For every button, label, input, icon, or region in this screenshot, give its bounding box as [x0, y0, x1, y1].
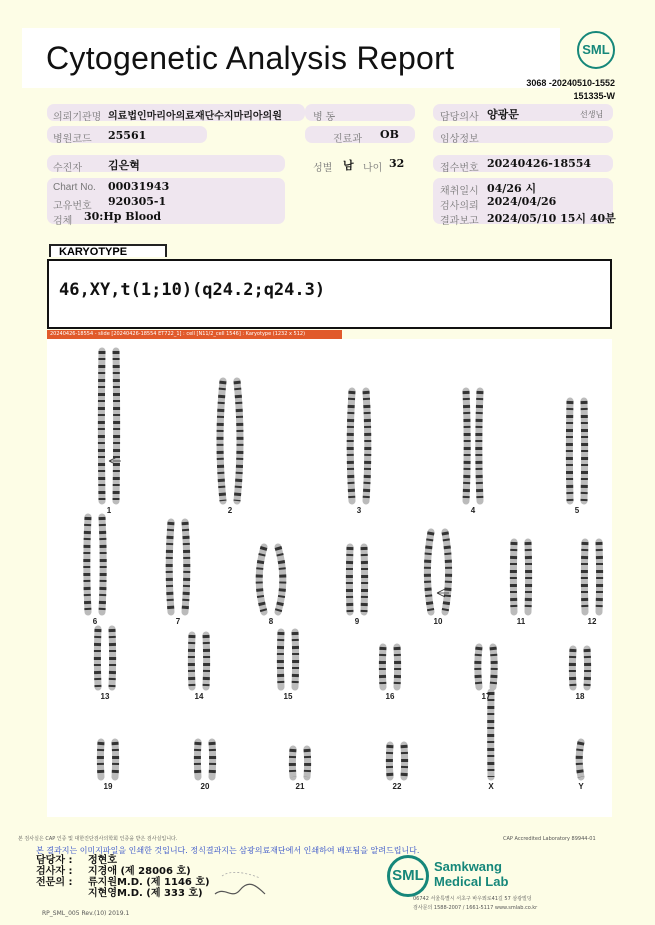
chromosome-label-13: 13	[100, 692, 110, 701]
chart-value: 00031943	[108, 180, 170, 193]
lab-logo: SML	[387, 855, 429, 897]
chromosome-label-20: 20	[200, 782, 210, 791]
chromosome-label-y: Y	[578, 782, 584, 791]
chromosome-label-11: 11	[516, 617, 526, 626]
chromosome-8	[259, 547, 283, 612]
staff-role: 담당자 :	[36, 855, 73, 866]
chromosome-label-18: 18	[575, 692, 585, 701]
chromosome-2	[220, 381, 240, 501]
lab-name-line1: Samkwang	[434, 859, 502, 874]
chromosome-20	[197, 742, 212, 777]
chromosome-label-2: 2	[227, 506, 233, 515]
collect-label: 채취일시	[440, 186, 479, 197]
chromosome-label-10: 10	[433, 617, 443, 626]
staff-name: 지현영M.D. (제 333 호)	[88, 888, 203, 899]
specimen-label: 검체	[53, 216, 73, 227]
patient-value: 김은혁	[108, 159, 140, 172]
chromosome-7	[169, 522, 187, 612]
chromosome-label-21: 21	[295, 782, 305, 791]
certification-line: 본 검사실은 CAP 인증 및 대한진단검사의학회 인증을 받은 검사실입니다.	[18, 836, 178, 842]
chromosome-15	[280, 632, 295, 687]
report-title: Cytogenetic Analysis Report	[46, 40, 455, 76]
staff-name: 지경애 (제 28006 호)	[88, 866, 191, 877]
age-value: 32	[389, 157, 405, 170]
doctor-suffix: 선생님	[580, 110, 604, 119]
lab-name-line2: Medical Lab	[434, 874, 509, 889]
chromosome-label-15: 15	[283, 692, 293, 701]
doctor-value: 양광문	[487, 108, 519, 121]
unique-value: 920305-1	[108, 195, 167, 208]
chromosome-1	[101, 351, 116, 501]
form-code: RP_SML_005 Rev.(10) 2019.1	[42, 910, 130, 917]
staff-row	[36, 888, 203, 900]
lab-phone: 검사문의 1588-2007 / 1661-5117 www.smlab.co.kr	[413, 905, 538, 911]
chromosome-10	[427, 532, 448, 612]
specimen-value: 30:Hp Blood	[84, 210, 162, 223]
signature	[210, 866, 270, 902]
karyogram-chromosomes	[47, 339, 612, 817]
institution-value: 의료법인마리아의료재단수지마리아의원	[108, 111, 282, 122]
chromosome-label-17: 17	[481, 692, 491, 701]
chromosome-11	[513, 542, 528, 612]
chromosome-19	[100, 742, 115, 777]
hospital-code-label: 병원코드	[53, 134, 92, 145]
department-label: 진료과	[333, 134, 362, 145]
chromosome-label-19: 19	[103, 782, 113, 791]
chromosome-label-22: 22	[392, 782, 402, 791]
chromosome-12	[584, 542, 599, 612]
karyogram-image	[47, 339, 612, 817]
staff-name: 류지원M.D. (제 1146 호)	[88, 877, 210, 888]
chromosome-label-4: 4	[470, 506, 476, 515]
chromosome-label-16: 16	[385, 692, 395, 701]
chromosome-16	[382, 647, 397, 687]
report-number-line2: 151335-W	[573, 91, 615, 101]
chromosome-label-7: 7	[175, 617, 181, 626]
report-number-line1: 3068 -20240510-1552	[526, 78, 615, 88]
receipt-label: 접수번호	[440, 163, 479, 174]
department-value: OB	[380, 128, 399, 141]
cap-label: CAP Accredited Laboratory 89944-01	[503, 836, 596, 842]
chart-label: Chart No.	[53, 182, 96, 193]
receipt-value: 20240426-18554	[487, 157, 592, 170]
unique-label: 고유번호	[53, 201, 92, 212]
age-label: 나이	[363, 163, 383, 174]
patient-pill	[47, 155, 285, 172]
karyotype-tab: KARYOTYPE	[49, 244, 167, 257]
chromosome-label-3: 3	[356, 506, 362, 515]
chromosome-5	[569, 401, 584, 501]
result-value: 2024/05/10 15시 40분	[487, 212, 616, 225]
chromosome-label-8: 8	[268, 617, 274, 626]
patient-label: 수진자	[53, 163, 82, 174]
karyogram-caption: 20240426-18554 - slide [20240426-18554 ET722_1] : cell [N11/2_cell 1546] : Karyotype (1232 x 512)	[47, 330, 342, 339]
chromosome-9	[349, 547, 364, 612]
collect-value: 04/26 시	[487, 182, 537, 195]
report-number	[505, 77, 615, 103]
institution-label: 의뢰기관명	[53, 112, 102, 123]
request-label: 검사의뢰	[440, 201, 479, 212]
chromosome-y	[579, 742, 581, 777]
staff-role: 전문의 :	[36, 877, 73, 888]
sex-label: 성별	[313, 163, 333, 174]
staff-name: 정현호	[88, 855, 117, 866]
chromosome-label-1: 1	[106, 506, 112, 515]
chromosome-label-12: 12	[587, 617, 597, 626]
chromosome-label-6: 6	[92, 617, 98, 626]
clinical-info-label: 임상정보	[440, 134, 479, 145]
chromosome-17	[478, 647, 494, 687]
chromosome-4	[466, 391, 480, 501]
sex-value: 남	[343, 159, 354, 172]
doctor-label: 담당의사	[440, 112, 479, 123]
sml-logo: SML	[577, 31, 615, 69]
lab-address: 06742 서울특별시 서초구 바우뫼로41길 57 삼광빌딩	[413, 896, 532, 902]
request-value: 2024/04/26	[487, 195, 557, 208]
chromosome-13	[97, 629, 112, 687]
chromosome-22	[389, 745, 404, 777]
ward-label: 병 동	[313, 112, 336, 123]
staff-role: 검사자 :	[36, 866, 73, 877]
chromosome-3	[350, 391, 368, 501]
chromosome-label-x: X	[488, 782, 494, 791]
chromosome-21	[292, 749, 307, 777]
chromosome-label-9: 9	[354, 617, 360, 626]
chromosome-label-5: 5	[574, 506, 580, 515]
result-label: 결과보고	[440, 216, 479, 227]
karyotype-result: 46,XY,t(1;10)(q24.2;q24.3)	[59, 280, 326, 300]
chromosome-label-14: 14	[194, 692, 204, 701]
hospital-code-value: 25561	[108, 129, 147, 142]
chromosome-14	[191, 635, 206, 687]
chromosome-6	[87, 517, 103, 612]
lab-name	[434, 859, 508, 889]
chromosome-18	[572, 649, 587, 687]
print-notice: 본 결과지는 이미지파일을 인쇄한 것입니다. 정식결과지는 삼광의료재단에서 인쇄하여 배포됨을 알려드립니다.	[36, 846, 420, 855]
